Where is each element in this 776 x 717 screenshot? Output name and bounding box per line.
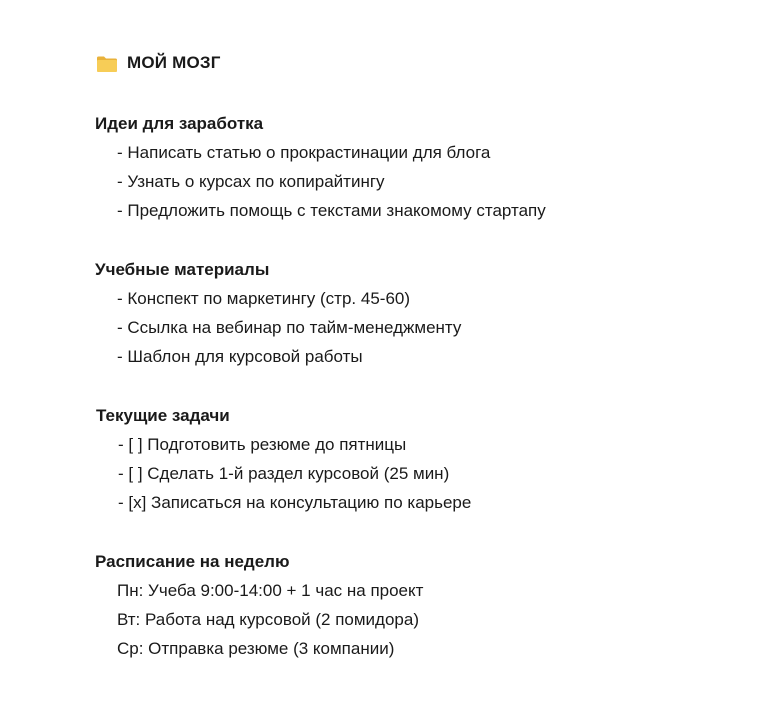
schedule-item: Вт: Работа над курсовой (2 помидора)	[117, 610, 419, 629]
section-heading: Учебные материалы	[95, 260, 270, 279]
section-study-materials	[95, 255, 461, 371]
section-list	[96, 430, 471, 517]
document-title-row	[96, 50, 221, 76]
task-item: - [x] Записаться на консультацию по карьере	[118, 493, 472, 512]
list-item: - Конспект по маркетингу (стр. 45-60)	[117, 289, 411, 308]
list-item: - Написать статью о прокрастинации для блога	[117, 143, 491, 162]
section-list	[95, 576, 423, 663]
schedule-item: Ср: Отправка резюме (3 компании)	[117, 639, 395, 658]
task-item: - [ ] Сделать 1-й раздел курсовой (25 мин)	[118, 464, 450, 483]
section-heading: Текущие задачи	[96, 406, 230, 425]
section-heading: Идеи для заработка	[95, 114, 264, 133]
list-item: - Ссылка на вебинар по тайм-менеджменту	[117, 318, 462, 337]
section-list	[95, 284, 461, 371]
section-list	[95, 138, 546, 225]
schedule-item: Пн: Учеба 9:00-14:00 + 1 час на проект	[117, 581, 424, 600]
list-item: - Предложить помощь с текстами знакомому стартапу	[117, 201, 546, 220]
section-weekly-schedule	[95, 547, 423, 663]
page-title: МОЙ МОЗГ	[127, 53, 221, 72]
list-item: - Шаблон для курсовой работы	[117, 347, 363, 366]
task-item: - [ ] Подготовить резюме до пятницы	[118, 435, 407, 454]
section-income-ideas	[95, 109, 546, 225]
section-heading: Расписание на неделю	[95, 552, 290, 571]
folder-icon	[96, 55, 118, 73]
section-current-tasks	[96, 401, 471, 517]
list-item: - Узнать о курсах по копирайтингу	[117, 172, 385, 191]
